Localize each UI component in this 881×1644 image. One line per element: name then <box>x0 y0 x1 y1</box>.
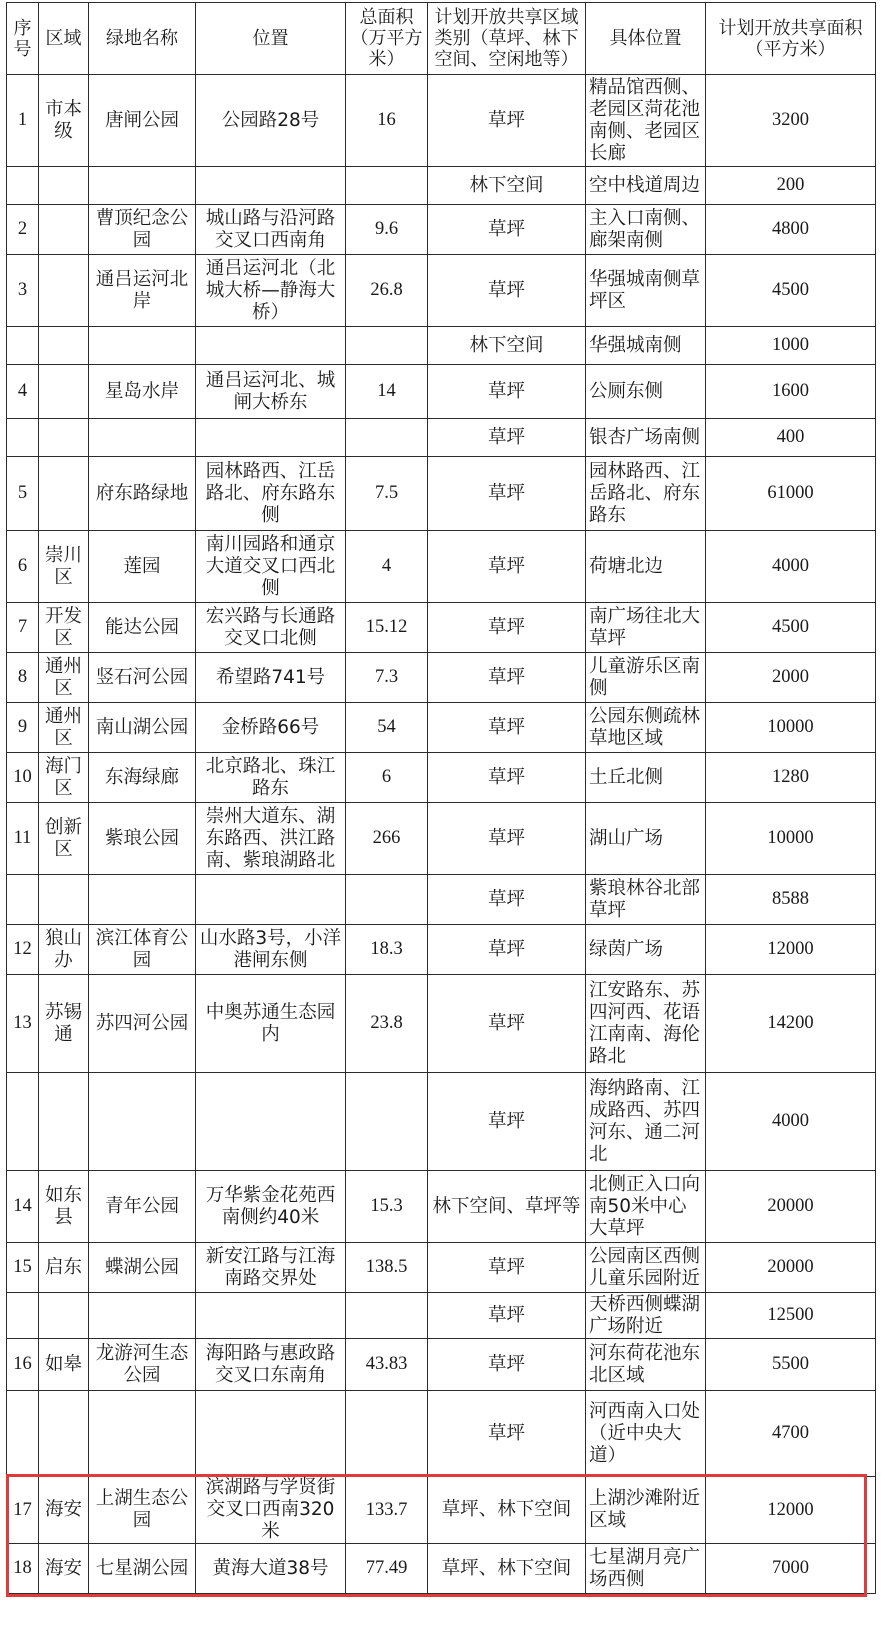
park-name-cell: 滨江体育公园 <box>89 925 196 975</box>
specific-location-cell: 绿茵广场 <box>586 925 706 975</box>
total-area-cell: 7.3 <box>346 653 428 703</box>
specific-location-cell: 空中栈道周边 <box>586 167 706 205</box>
table-row <box>7 255 876 327</box>
location-cell: 希望路741号 <box>196 653 346 703</box>
share-area-cell: 200 <box>706 167 876 205</box>
total-area-cell <box>346 1073 428 1171</box>
location-cell <box>196 1391 346 1477</box>
category-cell: 草坪 <box>428 753 586 803</box>
share-area-cell: 8588 <box>706 875 876 925</box>
region-cell: 如东县 <box>39 1171 89 1243</box>
row-number: 14 <box>7 1171 39 1243</box>
location-cell <box>196 1073 346 1171</box>
header-index: 序号 <box>7 3 39 75</box>
category-cell: 草坪 <box>428 703 586 753</box>
region-cell: 通州区 <box>39 653 89 703</box>
specific-location-cell: 土丘北侧 <box>586 753 706 803</box>
total-area-cell: 6 <box>346 753 428 803</box>
row-number: 8 <box>7 653 39 703</box>
share-area-cell: 1000 <box>706 327 876 365</box>
share-area-cell: 3200 <box>706 75 876 167</box>
category-cell: 草坪 <box>428 457 586 531</box>
location-cell <box>196 419 346 457</box>
share-area-cell: 20000 <box>706 1171 876 1243</box>
share-area-cell: 12500 <box>706 1293 876 1339</box>
specific-location-cell: 银杏广场南侧 <box>586 419 706 457</box>
category-cell: 林下空间 <box>428 167 586 205</box>
table-row <box>7 205 876 255</box>
park-name-cell <box>89 419 196 457</box>
share-area-cell: 5500 <box>706 1339 876 1391</box>
park-name-cell <box>89 875 196 925</box>
park-name-cell <box>89 167 196 205</box>
park-name-cell <box>89 1391 196 1477</box>
share-area-cell: 4700 <box>706 1391 876 1477</box>
region-cell <box>39 255 89 327</box>
category-cell: 草坪 <box>428 365 586 419</box>
table-row <box>7 167 876 205</box>
header-total-area: 总面积（万平方米） <box>346 3 428 75</box>
table-row <box>7 1243 876 1293</box>
total-area-cell <box>346 1293 428 1339</box>
park-name-cell: 东海绿廊 <box>89 753 196 803</box>
row-number: 11 <box>7 803 39 875</box>
region-cell <box>39 327 89 365</box>
category-cell: 草坪 <box>428 531 586 603</box>
header-category: 计划开放共享区域类别（草坪、林下空间、空闲地等） <box>428 3 586 75</box>
category-cell: 草坪 <box>428 1339 586 1391</box>
total-area-cell: 15.3 <box>346 1171 428 1243</box>
share-area-cell: 400 <box>706 419 876 457</box>
park-name-cell <box>89 327 196 365</box>
share-area-cell: 12000 <box>706 925 876 975</box>
region-cell: 海安 <box>39 1477 89 1544</box>
park-name-cell: 七星湖公园 <box>89 1544 196 1594</box>
share-area-cell: 10000 <box>706 803 876 875</box>
specific-location-cell: 北侧正入口向南50米中心大草坪 <box>586 1171 706 1243</box>
specific-location-cell: 七星湖月亮广场西侧 <box>586 1544 706 1594</box>
total-area-cell: 77.49 <box>346 1544 428 1594</box>
total-area-cell <box>346 327 428 365</box>
category-cell: 草坪 <box>428 1293 586 1339</box>
table-row <box>7 1391 876 1477</box>
region-cell: 启东 <box>39 1243 89 1293</box>
park-name-cell <box>89 1073 196 1171</box>
total-area-cell: 23.8 <box>346 975 428 1073</box>
category-cell: 草坪 <box>428 419 586 457</box>
table-row <box>7 653 876 703</box>
table-row <box>7 1339 876 1391</box>
table-row <box>7 975 876 1073</box>
region-cell <box>39 419 89 457</box>
row-number <box>7 875 39 925</box>
category-cell: 草坪 <box>428 1391 586 1477</box>
total-area-cell: 266 <box>346 803 428 875</box>
location-cell: 南川园路和通京大道交叉口西北侧 <box>196 531 346 603</box>
total-area-cell: 9.6 <box>346 205 428 255</box>
table-row <box>7 457 876 531</box>
park-name-cell: 上湖生态公园 <box>89 1477 196 1544</box>
table-row <box>7 703 876 753</box>
row-number: 12 <box>7 925 39 975</box>
share-area-cell: 4800 <box>706 205 876 255</box>
location-cell: 滨湖路与学贤街交叉口西南320米 <box>196 1477 346 1544</box>
region-cell <box>39 1073 89 1171</box>
location-cell: 海阳路与惠政路交叉口东南角 <box>196 1339 346 1391</box>
share-area-cell: 14200 <box>706 975 876 1073</box>
header-park-name: 绿地名称 <box>89 3 196 75</box>
table-row <box>7 1171 876 1243</box>
row-number: 6 <box>7 531 39 603</box>
location-cell <box>196 327 346 365</box>
row-number: 5 <box>7 457 39 531</box>
share-area-cell: 20000 <box>706 1243 876 1293</box>
row-number <box>7 1293 39 1339</box>
region-cell: 崇川区 <box>39 531 89 603</box>
location-cell: 万华紫金花苑西南侧约40米 <box>196 1171 346 1243</box>
table-row <box>7 603 876 653</box>
table-row <box>7 753 876 803</box>
table-row <box>7 1293 876 1339</box>
location-cell: 通吕运河北（北城大桥—静海大桥） <box>196 255 346 327</box>
region-cell: 市本级 <box>39 75 89 167</box>
region-cell: 如皋 <box>39 1339 89 1391</box>
specific-location-cell: 海纳路南、江成路西、苏四河东、通二河北 <box>586 1073 706 1171</box>
header-location: 位置 <box>196 3 346 75</box>
total-area-cell: 15.12 <box>346 603 428 653</box>
park-name-cell: 青年公园 <box>89 1171 196 1243</box>
table-row <box>7 1073 876 1171</box>
specific-location-cell: 江安路东、苏四河西、花语江南南、海伦路北 <box>586 975 706 1073</box>
share-area-cell: 4000 <box>706 1073 876 1171</box>
row-number: 4 <box>7 365 39 419</box>
table-row <box>7 365 876 419</box>
row-number <box>7 167 39 205</box>
region-cell: 通州区 <box>39 703 89 753</box>
share-area-cell: 10000 <box>706 703 876 753</box>
park-name-cell: 蝶湖公园 <box>89 1243 196 1293</box>
region-cell: 创新区 <box>39 803 89 875</box>
specific-location-cell: 主入口南侧、廊架南侧 <box>586 205 706 255</box>
row-number: 9 <box>7 703 39 753</box>
location-cell: 公园路28号 <box>196 75 346 167</box>
row-number: 18 <box>7 1544 39 1594</box>
row-number: 17 <box>7 1477 39 1544</box>
category-cell: 草坪 <box>428 603 586 653</box>
share-area-cell: 1280 <box>706 753 876 803</box>
specific-location-cell: 湖山广场 <box>586 803 706 875</box>
table-row <box>7 419 876 457</box>
header-share-area: 计划开放共享面积（平方米） <box>706 3 876 75</box>
category-cell: 草坪 <box>428 925 586 975</box>
total-area-cell <box>346 419 428 457</box>
table-row <box>7 1544 876 1594</box>
total-area-cell: 18.3 <box>346 925 428 975</box>
location-cell: 园林路西、江岳路北、府东路东侧 <box>196 457 346 531</box>
specific-location-cell: 上湖沙滩附近区域 <box>586 1477 706 1544</box>
category-cell: 草坪、林下空间 <box>428 1477 586 1544</box>
row-number: 7 <box>7 603 39 653</box>
region-cell: 狼山办 <box>39 925 89 975</box>
region-cell: 苏锡通 <box>39 975 89 1073</box>
specific-location-cell: 天桥西侧蝶湖广场附近 <box>586 1293 706 1339</box>
park-name-cell <box>89 1293 196 1339</box>
share-area-cell: 2000 <box>706 653 876 703</box>
location-cell: 崇州大道东、湖东路西、洪江路南、紫琅湖路北 <box>196 803 346 875</box>
location-cell <box>196 875 346 925</box>
specific-location-cell: 河西南入口处（近中央大道） <box>586 1391 706 1477</box>
total-area-cell <box>346 1391 428 1477</box>
share-area-cell: 61000 <box>706 457 876 531</box>
park-name-cell: 星岛水岸 <box>89 365 196 419</box>
total-area-cell: 133.7 <box>346 1477 428 1544</box>
location-cell: 通吕运河北、城闸大桥东 <box>196 365 346 419</box>
category-cell: 草坪 <box>428 803 586 875</box>
park-name-cell: 紫琅公园 <box>89 803 196 875</box>
total-area-cell: 26.8 <box>346 255 428 327</box>
row-number <box>7 327 39 365</box>
park-name-cell: 莲园 <box>89 531 196 603</box>
location-cell <box>196 1293 346 1339</box>
table-row <box>7 875 876 925</box>
green-space-table <box>6 2 876 1594</box>
specific-location-cell: 南广场往北大草坪 <box>586 603 706 653</box>
specific-location-cell: 华强城南侧 <box>586 327 706 365</box>
location-cell: 城山路与沿河路交叉口西南角 <box>196 205 346 255</box>
category-cell: 草坪 <box>428 875 586 925</box>
row-number <box>7 1073 39 1171</box>
park-name-cell: 龙游河生态公园 <box>89 1339 196 1391</box>
category-cell: 草坪 <box>428 653 586 703</box>
row-number: 16 <box>7 1339 39 1391</box>
park-name-cell: 府东路绿地 <box>89 457 196 531</box>
share-area-cell: 7000 <box>706 1544 876 1594</box>
region-cell <box>39 205 89 255</box>
specific-location-cell: 河东荷花池东北区域 <box>586 1339 706 1391</box>
total-area-cell: 43.83 <box>346 1339 428 1391</box>
category-cell: 草坪 <box>428 1073 586 1171</box>
specific-location-cell: 儿童游乐区南侧 <box>586 653 706 703</box>
region-cell <box>39 875 89 925</box>
location-cell: 新安江路与江海南路交界处 <box>196 1243 346 1293</box>
location-cell: 中奥苏通生态园内 <box>196 975 346 1073</box>
park-name-cell: 能达公园 <box>89 603 196 653</box>
row-number: 1 <box>7 75 39 167</box>
region-cell <box>39 365 89 419</box>
region-cell: 开发区 <box>39 603 89 653</box>
specific-location-cell: 公园东侧疏林草地区域 <box>586 703 706 753</box>
region-cell <box>39 1293 89 1339</box>
row-number: 13 <box>7 975 39 1073</box>
document-sheet <box>6 2 875 1642</box>
total-area-cell <box>346 167 428 205</box>
row-number <box>7 1391 39 1477</box>
table-row <box>7 1477 876 1544</box>
category-cell: 林下空间、草坪等 <box>428 1171 586 1243</box>
header-specific-location: 具体位置 <box>586 3 706 75</box>
total-area-cell <box>346 875 428 925</box>
category-cell: 草坪 <box>428 205 586 255</box>
specific-location-cell: 精品馆西侧、老园区菏花池南侧、老园区长廊 <box>586 75 706 167</box>
category-cell: 草坪、林下空间 <box>428 1544 586 1594</box>
row-number: 3 <box>7 255 39 327</box>
category-cell: 林下空间 <box>428 327 586 365</box>
park-name-cell: 通吕运河北岸 <box>89 255 196 327</box>
category-cell: 草坪 <box>428 1243 586 1293</box>
specific-location-cell: 华强城南侧草坪区 <box>586 255 706 327</box>
total-area-cell: 16 <box>346 75 428 167</box>
row-number <box>7 419 39 457</box>
specific-location-cell: 园林路西、江岳路北、府东路东 <box>586 457 706 531</box>
region-cell: 海门区 <box>39 753 89 803</box>
share-area-cell: 4000 <box>706 531 876 603</box>
share-area-cell: 4500 <box>706 603 876 653</box>
category-cell: 草坪 <box>428 75 586 167</box>
location-cell: 北京路北、珠江路东 <box>196 753 346 803</box>
header-row <box>7 3 876 75</box>
share-area-cell: 12000 <box>706 1477 876 1544</box>
row-number: 10 <box>7 753 39 803</box>
specific-location-cell: 紫琅林谷北部草坪 <box>586 875 706 925</box>
table-row <box>7 75 876 167</box>
region-cell <box>39 1391 89 1477</box>
region-cell <box>39 167 89 205</box>
total-area-cell: 14 <box>346 365 428 419</box>
table-row <box>7 925 876 975</box>
category-cell: 草坪 <box>428 975 586 1073</box>
park-name-cell: 曹顶纪念公园 <box>89 205 196 255</box>
location-cell: 黄海大道38号 <box>196 1544 346 1594</box>
park-name-cell: 唐闸公园 <box>89 75 196 167</box>
region-cell: 海安 <box>39 1544 89 1594</box>
table-row <box>7 327 876 365</box>
table-row <box>7 531 876 603</box>
header-region: 区域 <box>39 3 89 75</box>
park-name-cell: 南山湖公园 <box>89 703 196 753</box>
park-name-cell: 苏四河公园 <box>89 975 196 1073</box>
specific-location-cell: 公厕东侧 <box>586 365 706 419</box>
total-area-cell: 54 <box>346 703 428 753</box>
park-name-cell: 竖石河公园 <box>89 653 196 703</box>
total-area-cell: 4 <box>346 531 428 603</box>
location-cell: 金桥路66号 <box>196 703 346 753</box>
location-cell <box>196 167 346 205</box>
specific-location-cell: 荷塘北边 <box>586 531 706 603</box>
row-number: 2 <box>7 205 39 255</box>
location-cell: 山水路3号，小洋港闸东侧 <box>196 925 346 975</box>
category-cell: 草坪 <box>428 255 586 327</box>
location-cell: 宏兴路与长通路交叉口北侧 <box>196 603 346 653</box>
table-row <box>7 803 876 875</box>
share-area-cell: 4500 <box>706 255 876 327</box>
table-body <box>7 75 876 1594</box>
row-number: 15 <box>7 1243 39 1293</box>
region-cell <box>39 457 89 531</box>
specific-location-cell: 公园南区西侧儿童乐园附近 <box>586 1243 706 1293</box>
share-area-cell: 1600 <box>706 365 876 419</box>
total-area-cell: 138.5 <box>346 1243 428 1293</box>
total-area-cell: 7.5 <box>346 457 428 531</box>
